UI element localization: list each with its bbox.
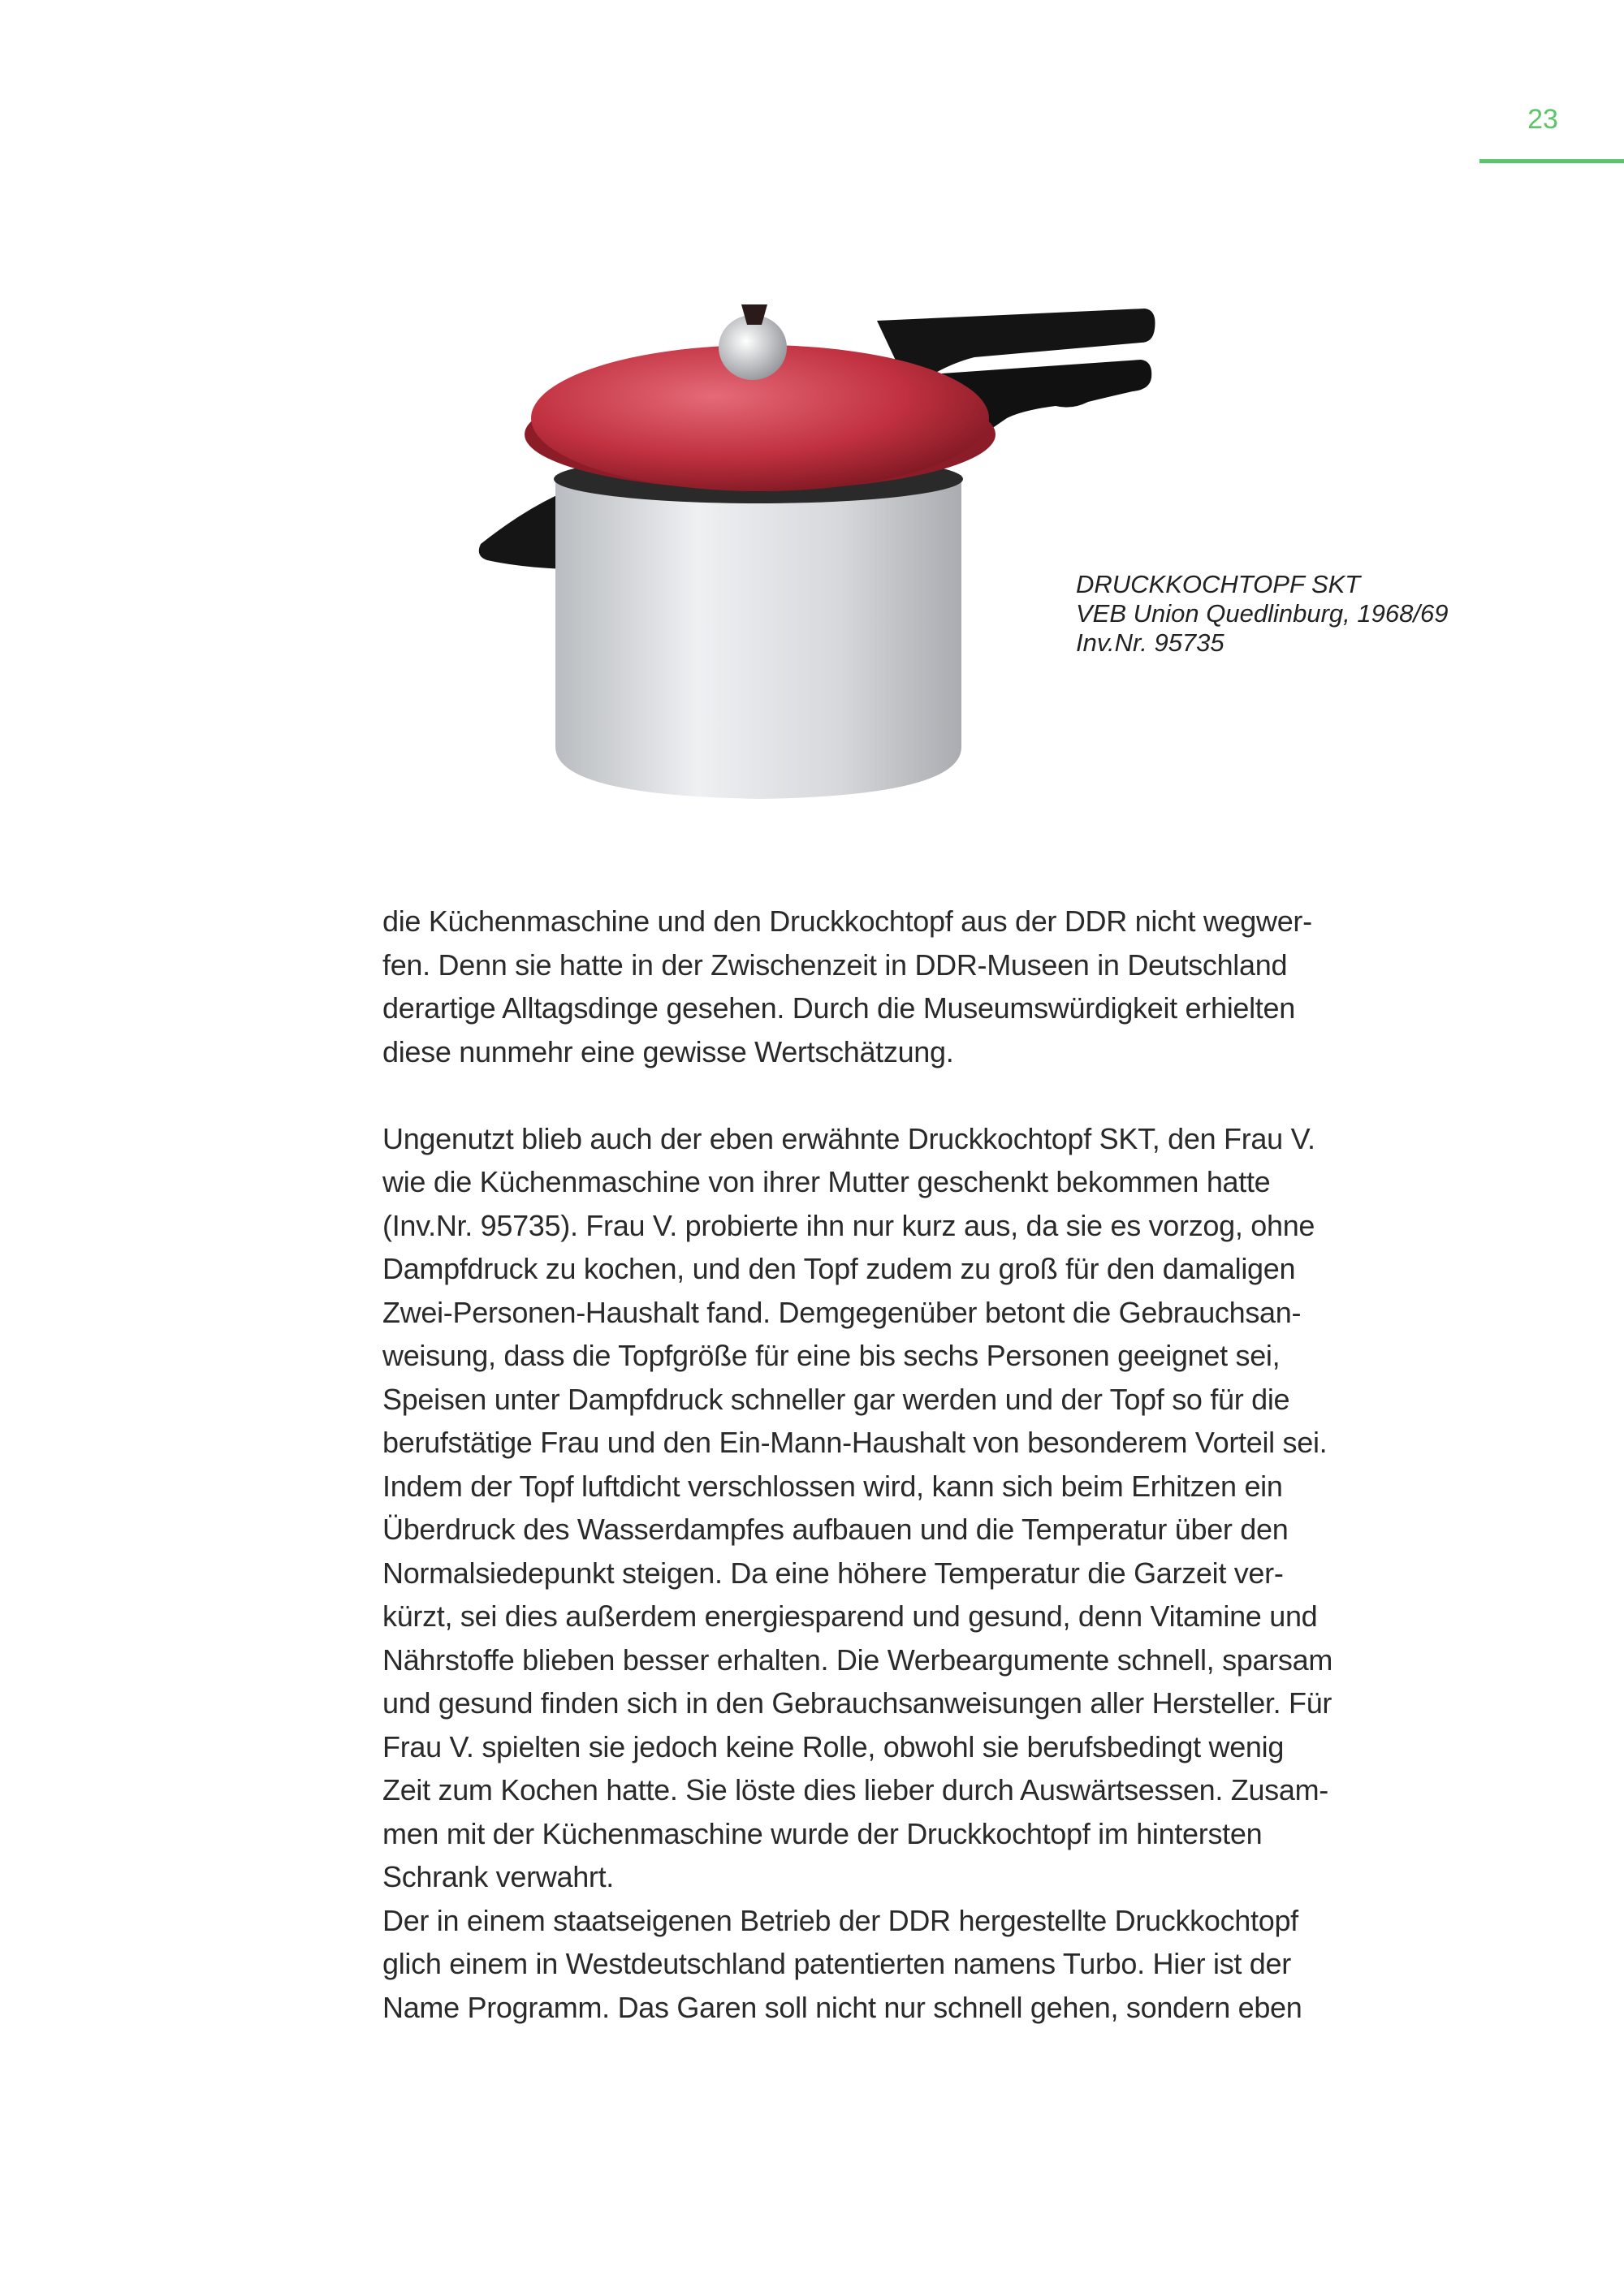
text-line: Normalsiedepunkt steigen. Da eine höhere Temperatur die Garzeit ver- bbox=[382, 1556, 1284, 1590]
text-line: berufstätige Frau und den Ein-Mann-Haushalt von besonderem Vorteil sei. bbox=[382, 1426, 1328, 1459]
text-line: die Küchenmaschine und den Druckkochtopf aus der DDR nicht wegwer- bbox=[382, 904, 1312, 938]
text-line: Schrank verwahrt. bbox=[382, 1860, 615, 1893]
text-line: weisung, dass die Topfgröße für eine bis sechs Personen geeignet sei, bbox=[382, 1339, 1281, 1372]
page-number: 23 bbox=[1527, 104, 1558, 135]
text-line: Nährstoffe blieben besser erhalten. Die Werbeargumente schnell, sparsam bbox=[382, 1642, 1333, 1677]
text-line: kürzt, sei dies außerdem energiesparend und gesund, denn Vitamine und bbox=[382, 1599, 1318, 1633]
paragraph bbox=[382, 1899, 1487, 2030]
text-line: Zwei-Personen-Haushalt fand. Demgegenüber betont die Gebrauchsan- bbox=[382, 1295, 1302, 1329]
text-line: wie die Küchenmaschine von ihrer Mutter geschenkt bekommen hatte bbox=[382, 1165, 1271, 1198]
paragraph bbox=[382, 900, 1487, 1073]
text-line: glich einem in Westdeutschland patentierten namens Turbo. Hier ist der bbox=[382, 1947, 1291, 1980]
caption-maker: VEB Union Quedlinburg, 1968/69 bbox=[1076, 599, 1449, 628]
text-line: Speisen unter Dampfdruck schneller gar werden und der Topf so für die bbox=[382, 1382, 1290, 1416]
caption-title: DRUCKKOCHTOPF SKT bbox=[1076, 570, 1361, 598]
image-caption bbox=[1076, 570, 1448, 658]
text-line: Ungenutzt blieb auch der eben erwähnte Druckkochtopf SKT, den Frau V. bbox=[382, 1121, 1315, 1155]
header-rule bbox=[1479, 159, 1624, 163]
text-line: fen. Denn sie hatte in der Zwischenzeit in DDR-Museen in Deutschland bbox=[382, 947, 1288, 982]
text-line: Name Programm. Das Garen soll nicht nur schnell gehen, sondern eben bbox=[382, 1990, 1302, 2024]
text-line: (Inv.Nr. 95735). Frau V. probierte ihn nur kurz aus, da sie es vorzog, ohne bbox=[382, 1208, 1315, 1242]
text-line: Der in einem staatseigenen Betrieb der DDR hergestellte Druckkochtopf bbox=[382, 1903, 1298, 1937]
text-line: derartige Alltagsdinge gesehen. Durch die Museumswürdigkeit erhielten bbox=[382, 991, 1295, 1025]
text-line: Frau V. spielten sie jedoch keine Rolle, obwohl sie berufsbedingt wenig bbox=[382, 1729, 1285, 1763]
text-line: und gesund finden sich in den Gebrauchsanweisungen aller Hersteller. Für bbox=[382, 1686, 1332, 1720]
paragraph bbox=[382, 1117, 1487, 1899]
text-line: men mit der Küchenmaschine wurde der Druckkochtopf im hintersten bbox=[382, 1816, 1263, 1850]
body-text bbox=[382, 900, 1487, 2029]
caption-inventory: Inv.Nr. 95735 bbox=[1076, 628, 1224, 657]
pressure-cooker-photo bbox=[455, 244, 1186, 828]
text-line: Dampfdruck zu kochen, und den Topf zudem zu groß für den damaligen bbox=[382, 1252, 1296, 1285]
text-line: Zeit zum Kochen hatte. Sie löste dies lieber durch Auswärtsessen. Zusam- bbox=[382, 1773, 1328, 1806]
text-line: diese nunmehr eine gewisse Wertschätzung. bbox=[382, 1034, 954, 1068]
text-line: Indem der Topf luftdicht verschlossen wird, kann sich beim Erhitzen ein bbox=[382, 1469, 1283, 1503]
text-line: Überdruck des Wasserdampfes aufbauen und die Temperatur über den bbox=[382, 1513, 1289, 1546]
